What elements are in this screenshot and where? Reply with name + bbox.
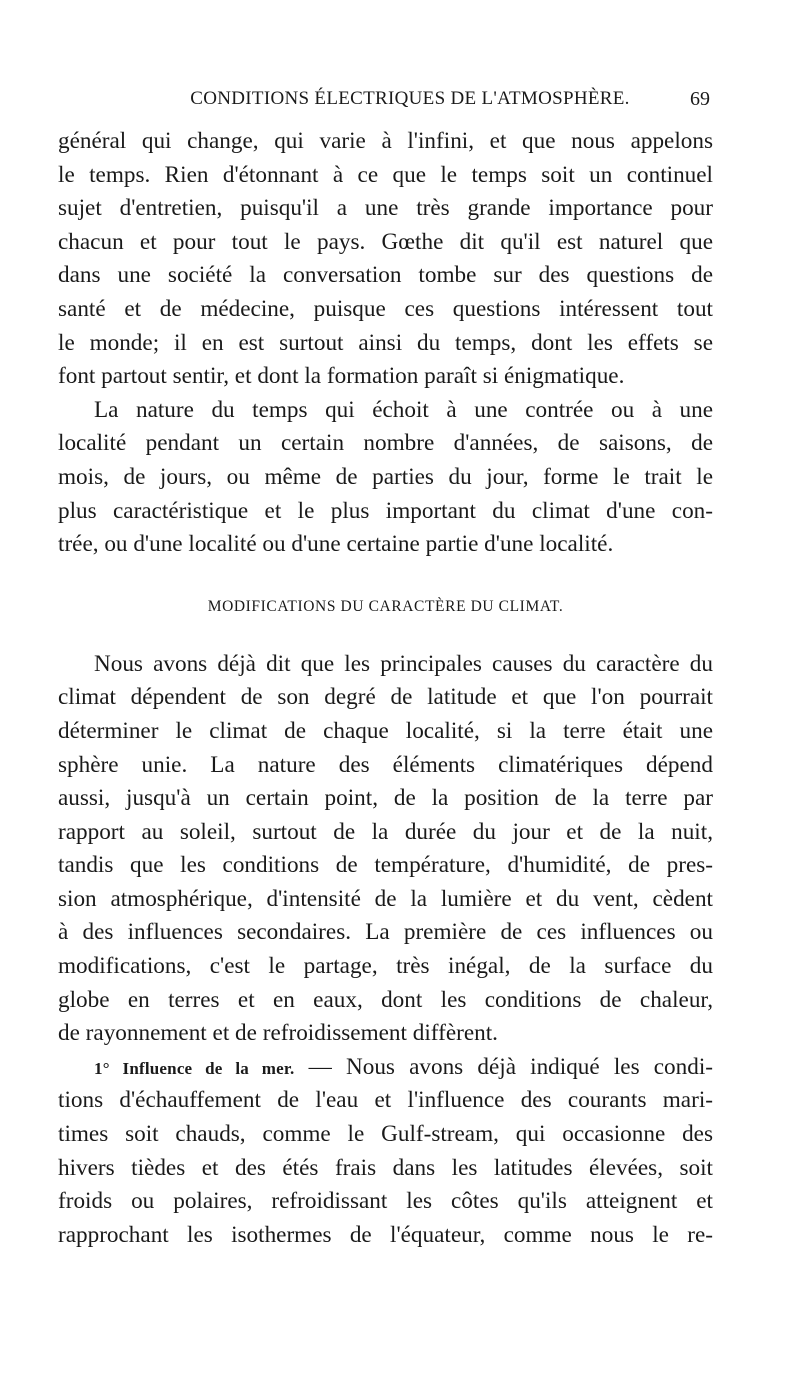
text-line: aussi, jusqu'à un certain point, de la position de la terre par	[58, 785, 713, 812]
text-line: modifications, c'est le partage, très inégal, de la surface du	[58, 953, 713, 980]
running-title: CONDITIONS ÉLECTRIQUES DE L'ATMOSPHÈRE.	[190, 88, 630, 109]
text-line: sion atmosphérique, d'intensité de la lumière et du vent, cèdent	[58, 885, 713, 912]
paragraph-modifications	[58, 648, 713, 1051]
text-fragment: — Nous avons déjà indiqué les condi-	[294, 1053, 713, 1080]
paragraph-influence-de-la-mer	[58, 1051, 713, 1253]
text-line: déterminer le climat de chaque localité, si la terre était une	[58, 717, 713, 744]
paragraph-continued	[58, 125, 713, 394]
section-heading: MODIFICATIONS DU CARACTÈRE DU CLIMAT.	[207, 597, 564, 615]
text-line: sphère unie. La nature des éléments climatériques dépend	[58, 751, 713, 778]
text-line: le monde; il en est surtout ainsi du temps, dont les effets se	[58, 329, 713, 356]
text-line: mois, de jours, ou même de parties du jour, forme le trait le	[58, 463, 713, 490]
text-line	[58, 1051, 713, 1085]
text-line: sujet d'entretien, puisqu'il a une très grande importance pour	[58, 195, 713, 222]
page-body	[58, 125, 713, 1252]
text-line: dans une société la conversation tombe sur des questions de	[58, 262, 713, 289]
text-line: trée, ou d'une localité ou d'une certaine partie d'une localité.	[58, 531, 614, 558]
text-line: tions d'échauffement de l'eau et l'influence des courants mari-	[58, 1087, 713, 1114]
running-header	[150, 88, 710, 118]
text-line: santé et de médecine, puisque ces questions intéressent tout	[58, 295, 713, 322]
text-line: le temps. Rien d'étonnant à ce que le temps soit un continuel	[58, 161, 713, 188]
text-line: froids ou polaires, refroidissant les côtes qu'ils atteignent et	[58, 1188, 713, 1215]
text-line: Nous avons déjà dit que les principales causes du caractère du	[94, 650, 713, 677]
text-line: à des influences secondaires. La première de ces influences ou	[58, 919, 713, 946]
text-line: chacun et pour tout le pays. Gœthe dit qu'il est naturel que	[58, 228, 713, 255]
text-line: times soit chauds, comme le Gulf-stream, qui occasionne des	[58, 1121, 713, 1148]
subsection-lead: 1° Influence de la mer.	[94, 1058, 295, 1078]
text-line: rapprochant les isothermes de l'équateur, comme nous le re-	[58, 1221, 713, 1248]
text-line: de rayonnement et de refroidissement diffèrent.	[58, 1020, 498, 1047]
page-number: 69	[690, 88, 710, 110]
text-line: font partout sentir, et dont la formation paraît si énigmatique.	[58, 363, 625, 390]
text-line: climat dépendent de son degré de latitude et que l'on pourrait	[58, 684, 713, 711]
text-line: général qui change, qui varie à l'infini, et que nous appelons	[58, 128, 713, 154]
text-line: rapport au soleil, surtout de la durée du jour et de la nuit,	[58, 818, 713, 845]
paragraph-nature-du-temps	[58, 394, 713, 562]
text-line: plus caractéristique et le plus important du climat d'une con-	[58, 497, 713, 524]
text-line: La nature du temps qui échoit à une contrée ou à une	[94, 396, 713, 423]
text-line: hivers tièdes et des étés frais dans les latitudes élevées, soit	[58, 1154, 713, 1181]
text-line: globe en terres et en eaux, dont les conditions de chaleur,	[58, 986, 713, 1013]
text-line: tandis que les conditions de température, d'humidité, de pres-	[58, 852, 713, 879]
text-line: localité pendant un certain nombre d'années, de saisons, de	[58, 430, 713, 457]
